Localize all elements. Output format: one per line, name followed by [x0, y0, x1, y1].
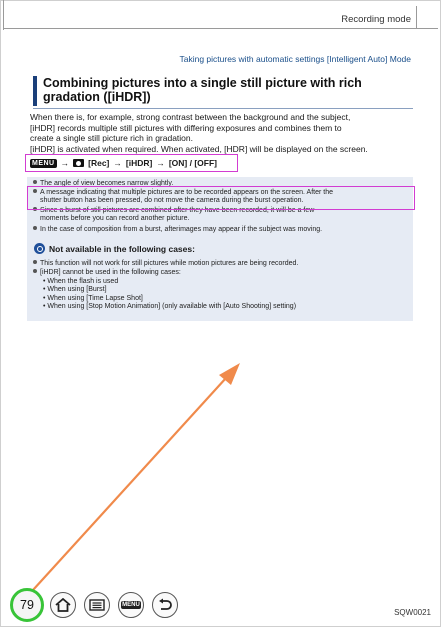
na-sub-2: • When using [Burst]: [43, 286, 107, 293]
home-icon: [55, 598, 71, 612]
back-icon: [157, 598, 173, 612]
bullet-icon: [33, 180, 37, 184]
na-sub-3: • When using [Time Lapse Shot]: [43, 294, 143, 302]
bullet-icon: [33, 269, 37, 273]
body-text-1: When there is, for example, strong contrast between the background and the subject,: [30, 112, 351, 122]
note-2-cont: shutter button has been pressed, do not move the camera during the burst operation.: [40, 196, 304, 204]
bullet-icon: [33, 226, 37, 230]
menu-rec: [Rec]: [88, 158, 110, 168]
menu-path: [30, 158, 217, 168]
na-note-2: [iHDR] cannot be used in the following cases:: [33, 269, 405, 277]
na-note-1: This function will not work for still pictures while motion pictures are being recorded.: [33, 260, 405, 268]
body-text-2: [iHDR] records multiple still pictures with differing exposures and combines them to: [30, 122, 342, 133]
menu-ihdr: [iHDR]: [125, 158, 153, 168]
page-title: [43, 76, 403, 104]
body-text-3: create a single still picture rich in gradation.: [30, 133, 193, 143]
page-title-line2: gradation ([iHDR]): [43, 90, 151, 104]
document-code: SQW0021: [394, 608, 431, 617]
menu-arrow-1: →: [60, 158, 70, 168]
menu-arrow-3: →: [156, 158, 165, 168]
page-title-line1: Combining pictures into a single still picture with rich: [43, 76, 362, 90]
na-sub-1: • When the flash is used: [43, 277, 119, 285]
title-accent-bar: [33, 76, 37, 106]
header-rule: [3, 28, 438, 29]
note-4: In the case of composition from a burst, afterimages may appear if the subject was moving.: [33, 226, 405, 234]
menu-options: [ON] / [OFF]: [168, 158, 217, 168]
message-highlight: [27, 186, 415, 210]
header-divider-left: [3, 0, 4, 30]
menu-button-icon: MENU: [32, 159, 55, 167]
menu-icon: MENU: [122, 602, 140, 608]
section-heading: Taking pictures with automatic settings [Intelligent Auto] Mode: [179, 54, 411, 64]
camera-icon: [73, 159, 84, 167]
menu-list-button[interactable]: [118, 592, 144, 618]
contents-button[interactable]: [84, 592, 110, 618]
bullet-icon: [33, 260, 37, 264]
chapter-title: Recording mode: [341, 14, 411, 25]
note-3: Since a burst of still pictures are combined after they have been recorded, it will be a few: [33, 207, 405, 215]
not-available-icon: [34, 243, 45, 254]
title-rule: [33, 108, 413, 109]
header-divider-right: [416, 6, 417, 29]
menu-arrow-2: →: [113, 158, 122, 168]
back-button[interactable]: [152, 592, 178, 618]
body-text-4: [iHDR] is activated when required. When activated, [HDR] will be displayed on the screen.: [30, 143, 368, 154]
list-icon: [89, 599, 105, 611]
not-available-heading: Not available in the following cases:: [34, 243, 195, 254]
home-button[interactable]: [50, 592, 76, 618]
note-3-cont: moments before you can record another picture.: [40, 215, 190, 223]
na-sub-4: • When using [Stop Motion Animation] (only available with [Auto Shooting] setting): [43, 303, 297, 310]
note-1: The angle of view becomes narrow slightly.: [33, 180, 405, 188]
page-number[interactable]: 79: [10, 588, 44, 622]
note-2: A message indicating that multiple pictures are to be recorded appears on the screen. After the: [33, 189, 405, 197]
